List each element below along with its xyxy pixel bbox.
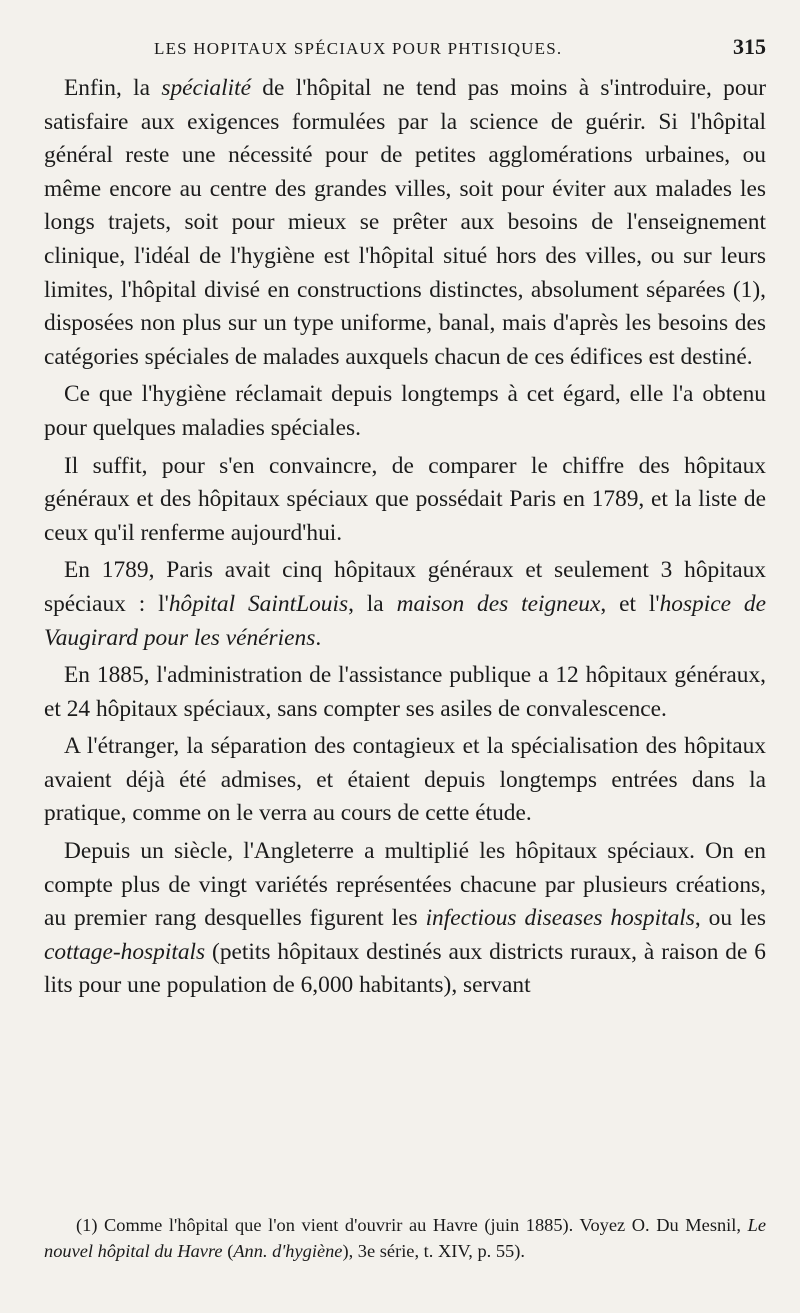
paragraph: Ce que l'hygiène réclamait depuis longtemps à cet égard, elle l'a obtenu pour quelques maladies spéciales.	[44, 381, 766, 441]
emphasis: maison des teigneux	[396, 590, 601, 617]
text-run: (petits hôpitaux destinés aux districts ruraux, à raison de 6 lits pour une population de 6,000 habitants), servant	[44, 938, 766, 999]
emphasis: spécialité	[161, 75, 251, 101]
emphasis: Le nouvel hôpital du Havre	[44, 1215, 766, 1261]
main-text	[44, 72, 766, 1003]
text-run: de l'hôpital ne tend pas moins à s'introduire, pour satisfaire aux exigences formulées par la science de guérir. Si l'hôpital général reste une nécessité pour de petites agglomérations urbaines, ou même encore au centre des grandes villes, soit pour éviter aux malades les longs trajets, soit pour mieux se prêter aux besoins de l'enseignement clinique, l'idéal de l'hygiène est l'hôpital situé hors des villes, ou sur leurs limites, l'hôpital divisé en constructions distinctes, absolument séparées (1), disposées non plus sur un type uniforme, banal, mais d'après les besoins des catégories spéciales de malades auxquels chacun de ces édifices est destiné.	[44, 75, 766, 370]
text-run: ), 3e série, t. XIV, p. 55).	[342, 1241, 525, 1261]
text-run: , la	[348, 590, 397, 617]
emphasis: hospice de Vaugirard pour les vénériens	[44, 590, 766, 651]
emphasis: cottage-hospitals	[44, 938, 206, 965]
paragraph	[44, 554, 766, 655]
text-run: .	[315, 624, 322, 651]
text-run: , ou les	[694, 905, 767, 932]
text-run: (1) Comme l'hôpital que l'on vient d'ouvrir au Havre (juin 1885). Voyez O. Du Mesnil,	[76, 1215, 748, 1235]
text-run: , et l'	[600, 590, 660, 617]
footnote-text	[44, 1212, 766, 1264]
footnote	[44, 1212, 766, 1264]
emphasis: Ann. d'hygiène	[233, 1241, 343, 1261]
paragraph	[44, 835, 766, 1003]
paragraph: A l'étranger, la séparation des contagieux et la spécialisation des hôpitaux avaient déjà été admises, et étaient depuis longtemps entrées dans la pratique, comme on le verra au cours de cette étude.	[44, 733, 766, 827]
text-run: En 1789, Paris avait cinq hôpitaux généraux et seulement 3 hôpitaux spéciaux : l'	[44, 557, 766, 617]
emphasis: infectious diseases hospitals	[425, 905, 695, 932]
page-header	[44, 34, 766, 64]
paragraph: Il suffit, pour s'en convaincre, de comparer le chiffre des hôpitaux généraux et des hôpitaux spéciaux que possédait Paris en 1789, et la liste de ceux qu'il renferme aujourd'hui.	[44, 452, 766, 546]
paragraph: En 1885, l'administration de l'assistance publique a 12 hôpitaux généraux, et 24 hôpitaux spéciaux, sans compter ses asiles de convalescence.	[44, 662, 766, 722]
text-run: Depuis un siècle, l'Angleterre a multiplié les hôpitaux spéciaux. On en compte plus de vingt variétés représentées chacune par plusieurs créations, au premier rang desquelles figurent les	[44, 838, 766, 932]
emphasis: hôpital SaintLouis	[168, 590, 349, 617]
paragraph	[44, 72, 766, 374]
text-run: Enfin, la	[64, 75, 162, 101]
running-title: LES HOPITAUX SPÉCIAUX POUR PHTISIQUES.	[154, 39, 563, 58]
page-number: 315	[733, 34, 766, 59]
text-run: (	[222, 1241, 234, 1261]
